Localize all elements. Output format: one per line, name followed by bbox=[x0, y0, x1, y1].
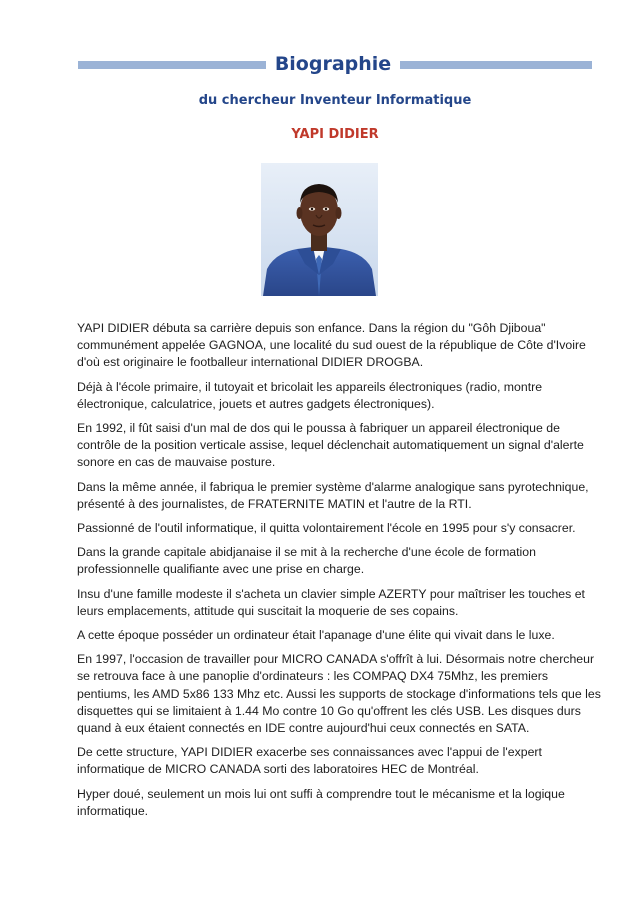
paragraph: De cette structure, YAPI DIDIER exacerbe ses connaissances avec l'appui de l'expert informatique de MICRO CANADA sorti des laboratoires HEC de Montréal. bbox=[77, 745, 542, 777]
paragraph: En 1992, il fût saisi d'un mal de dos qui le poussa à fabriquer un appareil électronique de contrôle de la position verticale assise, lequel déclenchait automatiquement un signal d'alerte sonore en cas de mauvaise posture. bbox=[77, 421, 584, 470]
paragraph: A cette époque posséder un ordinateur était l'apanage d'une élite qui vivait dans le luxe. bbox=[77, 628, 555, 643]
paragraph: Dans la même année, il fabriqua le premier système d'alarme analogique sans pyrotechnique, présenté à des journalistes, de FRATERNITE MATIN et l'autre de la RTI. bbox=[77, 479, 589, 511]
biography-body bbox=[77, 320, 603, 827]
portrait-illustration bbox=[261, 163, 378, 296]
paragraph: Déjà à l'école primaire, il tutoyait et bricolait les appareils électroniques (radio, montre électronique, calculatrice, jouets et autres gadgets électroniques). bbox=[77, 379, 543, 411]
portrait-photo bbox=[261, 163, 378, 296]
title-row bbox=[78, 50, 592, 80]
author-name: YAPI DIDIER bbox=[291, 127, 379, 142]
paragraph: Hyper doué, seulement un mois lui ont suffi à comprendre tout le mécanisme et la logique informatique. bbox=[77, 786, 565, 818]
page-title: Biographie bbox=[274, 53, 392, 75]
paragraph: Passionné de l'outil informatique, il quitta volontairement l'école en 1995 pour s'y consacrer. bbox=[77, 521, 576, 536]
title-bar-left bbox=[78, 61, 266, 69]
title-bar-right bbox=[400, 61, 592, 69]
paragraph: Dans la grande capitale abidjanaise il se mit à la recherche d'une école de formation professionnelle qualifiante avec une prise en charge. bbox=[77, 545, 536, 577]
paragraph: YAPI DIDIER débuta sa carrière depuis son enfance. Dans la région du "Gôh Djiboua" communément appelée GAGNOA, une localité du sud ouest de la république de Côte d'Ivoire d'où est originaire le footballeur international DIDIER DROGBA. bbox=[77, 321, 586, 370]
page-subtitle: du chercheur Inventeur Informatique bbox=[198, 93, 472, 108]
paragraph: En 1997, l'occasion de travailler pour MICRO CANADA s'offrît à lui. Désormais notre chercheur se retrouva face à une panoplie d'ordinateurs : les COMPAQ DX4 75Mhz, les premiers pentiums, les AMD 5x86 133 Mhz etc. Aussi les supports de stockage d'informations tels que les disquettes qui se limitaient à 1.44 Mo contre 10 Go qu'offrent les clés USB. Les disques durs quand à eux étaient connectés en IDE contre aujourd'hui ceux connectés en SATA. bbox=[77, 652, 601, 736]
paragraph: Insu d'une famille modeste il s'acheta un clavier simple AZERTY pour maîtriser les touches et leurs emplacements, attitude qui suscitait la moquerie de ses copains. bbox=[77, 586, 585, 618]
